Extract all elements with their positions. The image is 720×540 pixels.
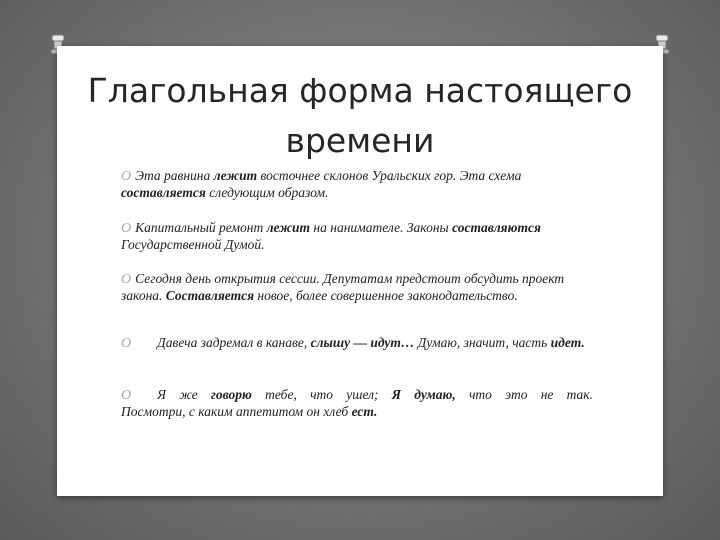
title-line-1: Глагольная форма настоящего — [87, 71, 633, 110]
slide-title — [57, 66, 663, 166]
list-item — [121, 271, 593, 304]
bullet-text: Думаю, значит, часть — [414, 335, 551, 350]
bullet-text: что это не так. — [455, 387, 593, 402]
bullet-bold-text: ест. — [351, 404, 378, 419]
bullet-bold-text: лежит — [266, 220, 311, 235]
bullet-text: Я же — [157, 387, 211, 402]
bullet-bold-text: Я думаю, — [391, 387, 456, 402]
bullet-text: Капитальный ремонт — [135, 220, 267, 235]
bullet-bold-text: составляются — [452, 220, 541, 235]
list-item — [121, 387, 593, 420]
title-line-2: времени — [285, 121, 435, 160]
bullet-bold-text: говорю — [210, 387, 252, 402]
bullet-text: Государственной Думой. — [121, 237, 265, 252]
list-item — [121, 168, 593, 201]
bullet-bold-text: лежит — [213, 168, 258, 183]
bullet-text: Давеча задремал в канаве, — [157, 335, 311, 350]
bullet-marker: O — [121, 272, 132, 287]
bullet-text: Сегодня день открытия сессии. Депутатам предстоит обсудить проект закона. — [121, 271, 565, 303]
bullet-bold-text: слышу — идут… — [310, 335, 415, 350]
bullet-text: Посмотри, с каким аппетитом он хлеб — [121, 404, 352, 419]
bullet-marker: O — [121, 336, 132, 351]
bullet-text: следующим образом. — [205, 185, 329, 200]
bullet-bold-text: Составляется — [165, 288, 255, 303]
list-item — [121, 220, 593, 253]
bullet-marker: O — [121, 388, 132, 403]
bullet-text: восточнее склонов Уральских гор. Эта схема — [257, 168, 522, 183]
bullet-marker: O — [121, 169, 132, 184]
bullet-bold-text: составляется — [121, 185, 206, 200]
list-item — [121, 335, 593, 352]
bullet-text: новое, более совершенное законодательство. — [254, 288, 518, 303]
bullet-text: Эта равнина — [135, 168, 214, 183]
bullet-marker: O — [121, 221, 132, 236]
bullet-text: на нанимателе. Законы — [310, 220, 453, 235]
bullet-text: тебе, что ушел; — [251, 387, 392, 402]
bullet-bold-text: идет. — [550, 335, 585, 350]
